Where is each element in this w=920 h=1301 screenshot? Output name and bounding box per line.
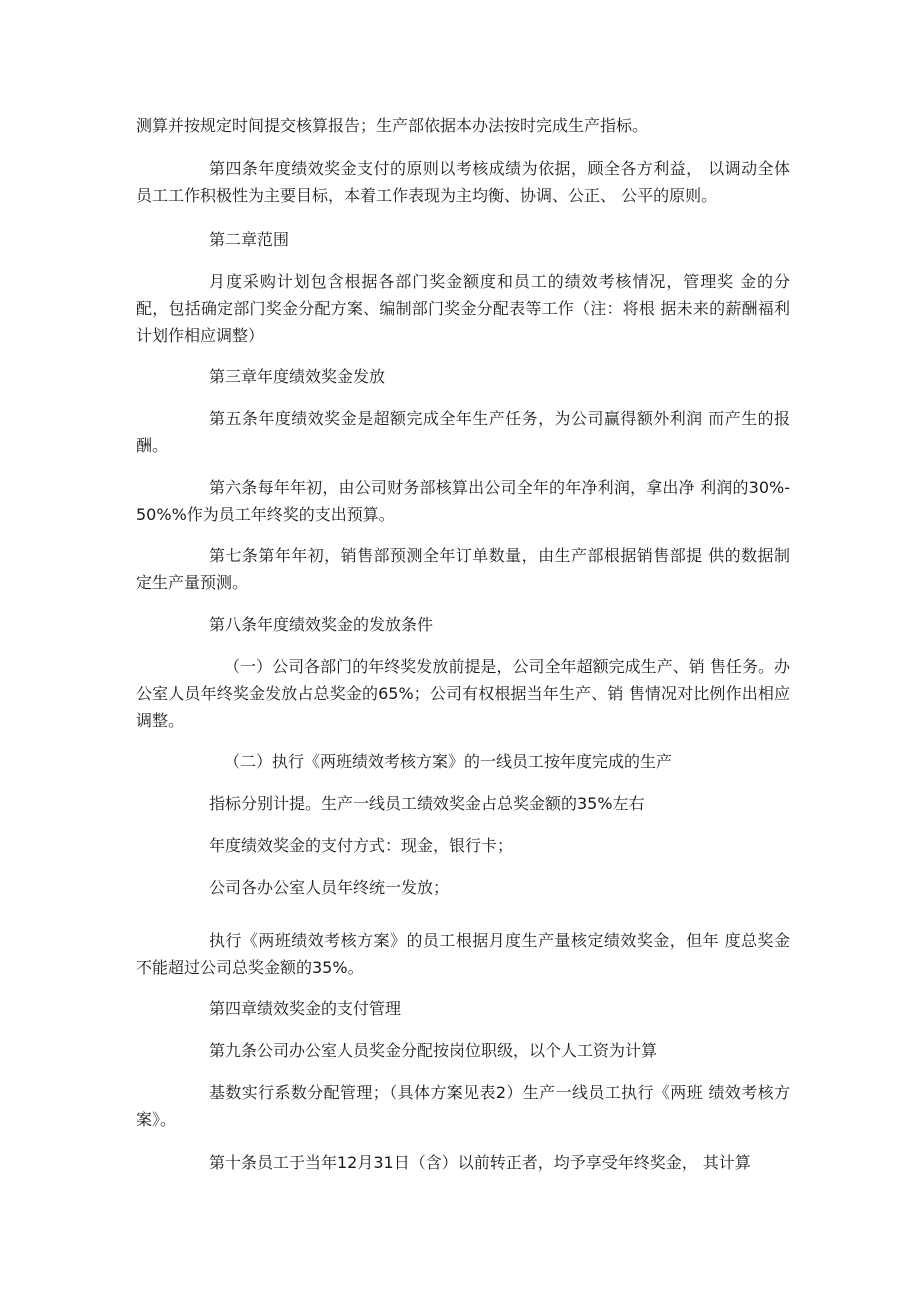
- paragraph-article-6: 第六条每年年初，由公司财务部核算出公司全年的年净利润，拿出净 利润的30%-50%%作为员工年终奖的支出预算。: [136, 478, 790, 524]
- paragraph-1: 测算并按规定时间提交核算报告；生产部依据本办法按时完成生产指标。: [136, 116, 649, 135]
- chapter-2-heading: 第二章范围: [209, 230, 290, 249]
- paragraph-condition-1: （一）公司各部门的年终奖发放前提是，公司全年超额完成生产、销 售任务。办公室人员年终奖金发放占总奖金的65%；公司有权根据当年生产、销 售情况对比例作出相应调整。: [136, 657, 790, 730]
- paragraph-article-10: 第十条员工于当年12月31日（含）以前转正者，均予享受年终奖金， 其计算: [209, 1153, 751, 1172]
- paragraph-coefficient: 基数实行系数分配管理；（具体方案见表2）生产一线员工执行《两班 绩效考核方案》。: [136, 1083, 790, 1129]
- paragraph-article-9: 第九条公司办公室人员奖金分配按岗位职级，以个人工资为计算: [209, 1041, 658, 1060]
- paragraph-production-share: 指标分别计提。生产一线员工绩效奖金占总奖金额的35%左右: [209, 794, 645, 813]
- paragraph-article-4: 第四条年度绩效奖金支付的原则以考核成绩为依据，顾全各方利益， 以调动全体员工工作积极性为主要目标，本着工作表现为主均衡、协调、公正、 公平的原则。: [136, 159, 790, 205]
- paragraph-article-5: 第五条年度绩效奖金是超额完成全年生产任务，为公司赢得额外利润 而产生的报酬。: [136, 409, 790, 455]
- paragraph-condition-2: （二）执行《两班绩效考核方案》的一线员工按年度完成的生产: [224, 752, 673, 771]
- paragraph-payment-method: 年度绩效奖金的支付方式：现金，银行卡；: [209, 836, 514, 855]
- chapter-4-heading: 第四章绩效奖金的支付管理: [209, 999, 402, 1018]
- paragraph-article-7: 第七条第年年初，销售部预测全年订单数量，由生产部根据销售部提 供的数据制定生产量预测。: [136, 546, 790, 592]
- chapter-3-heading: 第三章年度绩效奖金发放: [209, 367, 386, 386]
- paragraph-scope: 月度采购计划包含根据各部门奖金额度和员工的绩效考核情况，管理奖 金的分配，包括确定部门奖金分配方案、编制部门奖金分配表等工作（注：将根 据未来的薪酬福利计划作相应调整）: [136, 272, 790, 345]
- paragraph-office-payment: 公司各办公室人员年终统一发放；: [209, 878, 450, 897]
- paragraph-article-8: 第八条年度绩效奖金的发放条件: [209, 615, 434, 634]
- paragraph-two-shift-scheme: 执行《两班绩效考核方案》的员工根据月度生产量核定绩效奖金，但年 度总奖金不能超过公司总奖金额的35%。: [136, 931, 790, 977]
